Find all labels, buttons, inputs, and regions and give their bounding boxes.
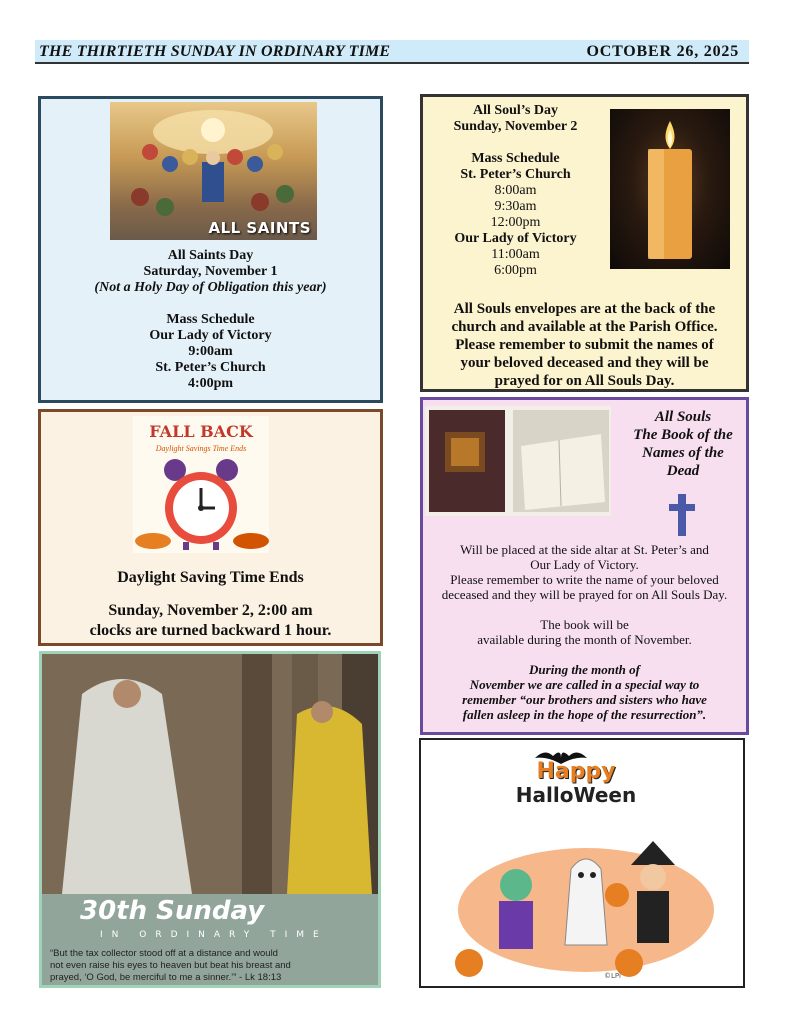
all-saints-time-1: 9:00am [188,344,233,359]
book-body [423,542,746,722]
all-souls-time: 6:00pm [494,263,537,278]
book-title-line: All Souls [654,409,712,425]
book-available-line: available during the month of November. [477,632,692,647]
sunday-quote-line: not even raise his eyes to heaven but beat his breast and [50,960,291,971]
all-saints-image-label: ALL SAINTS [208,219,311,237]
all-saints-title: All Saints Day [167,248,254,263]
all-souls-day-box [420,94,749,392]
header-title: THE THIRTIETH SUNDAY IN ORDINARY TIME [39,43,391,60]
header-date: OCTOBER 26, 2025 [586,43,739,60]
book-body-line: Our Lady of Victory. [530,557,639,572]
halloween-credit: ©LPi [604,972,621,980]
envelopes-line: prayed for on All Souls Day. [494,373,675,389]
book-body-line: deceased and they will be prayed for on All Souls Day. [441,587,728,602]
book-image [425,406,611,516]
dst-line-1: Sunday, November 2, 2:00 am [108,602,313,619]
book-title-line: The Book of the [633,427,733,443]
book-title [619,408,747,480]
candle-icon [610,109,730,269]
book-body-line: Please remember to write the name of your beloved [450,572,719,587]
book-available-line: The book will be [540,617,629,632]
halloween-line-2: HalloWeen [515,783,637,807]
cross-icon [667,492,697,538]
all-souls-time: 12:00pm [490,215,541,230]
book-title-line: Names of the [642,445,724,461]
pharisee-tax-collector-illustration [42,654,378,894]
dst-heading: Daylight Saving Time Ends [117,569,304,586]
book-closing-line: fallen asleep in the hope of the resurrection”. [462,707,707,722]
halloween-title [511,760,641,806]
sunday-caption-panel [42,894,378,988]
envelopes-line: All Souls envelopes are at the back of the [453,301,716,317]
all-souls-title: All Soul’s Day [472,103,559,118]
dst-text [41,568,380,641]
all-saints-box [38,96,383,403]
book-title-line: Dead [666,463,700,479]
halloween-box [419,738,745,988]
all-saints-church-2: St. Peter’s Church [155,360,266,375]
all-souls-schedule [423,103,608,279]
bulletin-header [35,40,749,64]
book-of-names-box [420,397,749,735]
all-saints-note: (Not a Holy Day of Obligation this year) [94,280,327,295]
all-souls-church-2: Our Lady of Victory [454,231,577,246]
book-body-line: Will be placed at the side altar at St. Peter’s and [460,542,709,557]
all-souls-time: 9:30am [494,199,537,214]
envelopes-notice [423,300,746,390]
halloween-line-1: Happy [536,759,616,784]
all-saints-image [110,102,317,240]
sunday-quote-line: “But the tax collector stood off at a distance and would [50,948,278,959]
book-icon [425,406,611,516]
alarm-clock-icon [133,456,269,553]
sunday-quote-line: prayed, ‘O God, be merciful to me a sinner.’” - Lk 18:13 [50,972,282,983]
poster-title: FALL BACK [149,422,253,441]
sunday-title: 30th Sunday [80,896,265,926]
all-souls-time: 8:00am [494,183,537,198]
book-closing-line: November we are called in a special way to [469,677,700,692]
envelopes-line: church and available at the Parish Office. [451,319,718,335]
dst-line-2: clocks are turned backward 1 hour. [89,622,332,639]
candle-image [610,109,730,269]
poster-subtitle: Daylight Savings Time Ends [155,444,247,453]
dst-box [38,409,383,646]
sunday-subtitle: IN ORDINARY TIME [100,930,328,940]
book-closing-line: remember “our brothers and sisters who have [462,692,707,707]
all-souls-church-1: St. Peter’s Church [460,167,571,182]
all-saints-church-1: Our Lady of Victory [149,328,272,343]
sunday-quote [50,948,372,984]
fall-back-poster [133,416,269,553]
all-saints-date: Saturday, November 1 [143,264,278,279]
book-closing-line: During the month of [529,662,640,677]
envelopes-line: your beloved deceased and they will be [460,355,709,371]
sunday-image-box [39,651,381,988]
kids-costume-illustration [421,835,745,985]
all-saints-schedule-title: Mass Schedule [166,312,255,327]
envelopes-line: Please remember to submit the names of [455,337,714,353]
all-souls-date: Sunday, November 2 [453,119,578,134]
all-souls-time: 11:00am [491,247,540,262]
all-saints-time-2: 4:00pm [187,376,234,391]
all-souls-schedule-title: Mass Schedule [471,151,560,166]
all-saints-text [41,248,380,392]
